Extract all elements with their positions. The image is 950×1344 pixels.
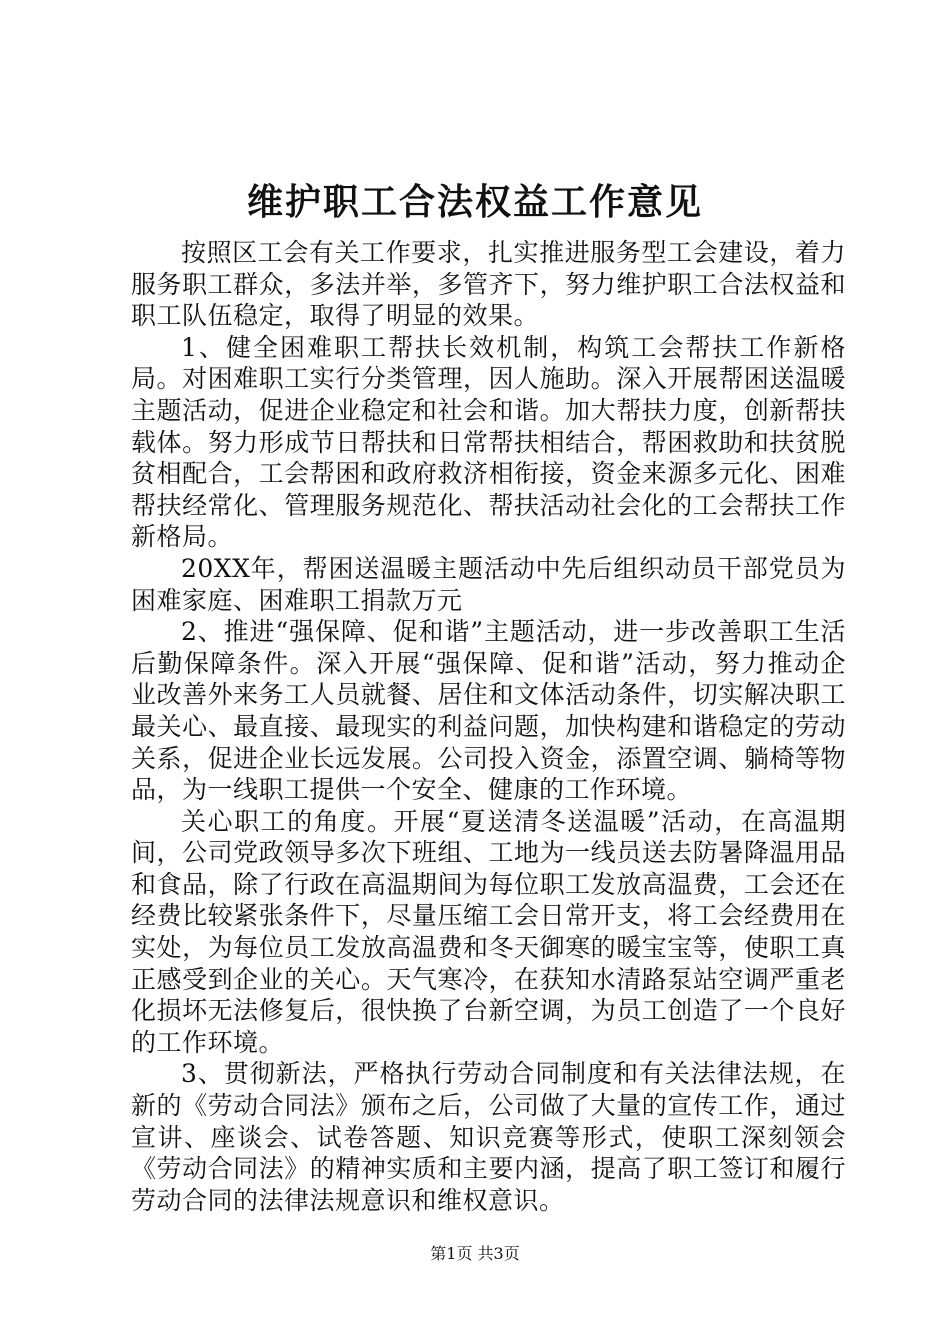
paragraph-intro: 按照区工会有关工作要求，扎实推进服务型工会建设，着力服务职工群众，多法并举，多管齐下，努力维护职工合法权益和职工队伍稳定，取得了明显的效果。 bbox=[131, 238, 846, 331]
page-number-footer: 第1页 共3页 bbox=[430, 1244, 520, 1263]
paragraph-care: 关心职工的角度。开展“夏送清冬送温暖”活动，在高温期间，公司党政领导多次下班组、工地为一线员送去防暑降温用品和食品，除了行政在高温期间为每位职工发放高温费，工会还在经费比较紧张条件下，尽量压缩工会日常开支，将工会经费用在实处，为每位员工发放高温费和冬天御寒的暖宝宝等，使职工真正感受到企业的关心。天气寒冷，在获知水清路泵站空调严重老化损坏无法修复后，很快换了台新空调，为员工创造了一个良好的工作环境。 bbox=[131, 806, 846, 1057]
document-body bbox=[131, 237, 846, 1216]
paragraph-donation: 20XX年，帮困送温暖主题活动中先后组织动员干部党员为困难家庭、困难职工捐款万元 bbox=[131, 553, 846, 615]
paragraph-item-1: 1、健全困难职工帮扶长效机制，构筑工会帮扶工作新格局。对困难职工实行分类管理，因人施助。深入开展帮困送温暖主题活动，促进企业稳定和社会和谐。加大帮扶力度，创新帮扶载体。努力形成节日帮扶和日常帮扶相结合，帮困救助和扶贫脱贫相配合，工会帮困和政府救济相衔接，资金来源多元化、困难帮扶经常化、管理服务规范化、帮扶活动社会化的工会帮扶工作新格局。 bbox=[131, 332, 846, 552]
paragraph-item-2: 2、推进“强保障、促和谐”主题活动，进一步改善职工生活后勤保障条件。深入开展“强保障、促和谐”活动，努力推动企业改善外来务工人员就餐、居住和文体活动条件，切实解决职工最关心、最直接、最现实的利益问题，加快构建和谐稳定的劳动关系，促进企业长远发展。公司投入资金，添置空调、躺椅等物品，为一线职工提供一个安全、健康的工作环境。 bbox=[131, 617, 846, 805]
paragraph-item-3: 3、贯彻新法，严格执行劳动合同制度和有关法律法规，在新的《劳动合同法》颁布之后，公司做了大量的宣传工作，通过宣讲、座谈会、试卷答题、知识竞赛等形式，使职工深刻领会《劳动合同法》的精神实质和主要内涵，提高了职工签订和履行劳动合同的法律法规意识和维权意识。 bbox=[131, 1059, 846, 1215]
document-title: 维护职工合法权益工作意见 bbox=[246, 181, 703, 223]
